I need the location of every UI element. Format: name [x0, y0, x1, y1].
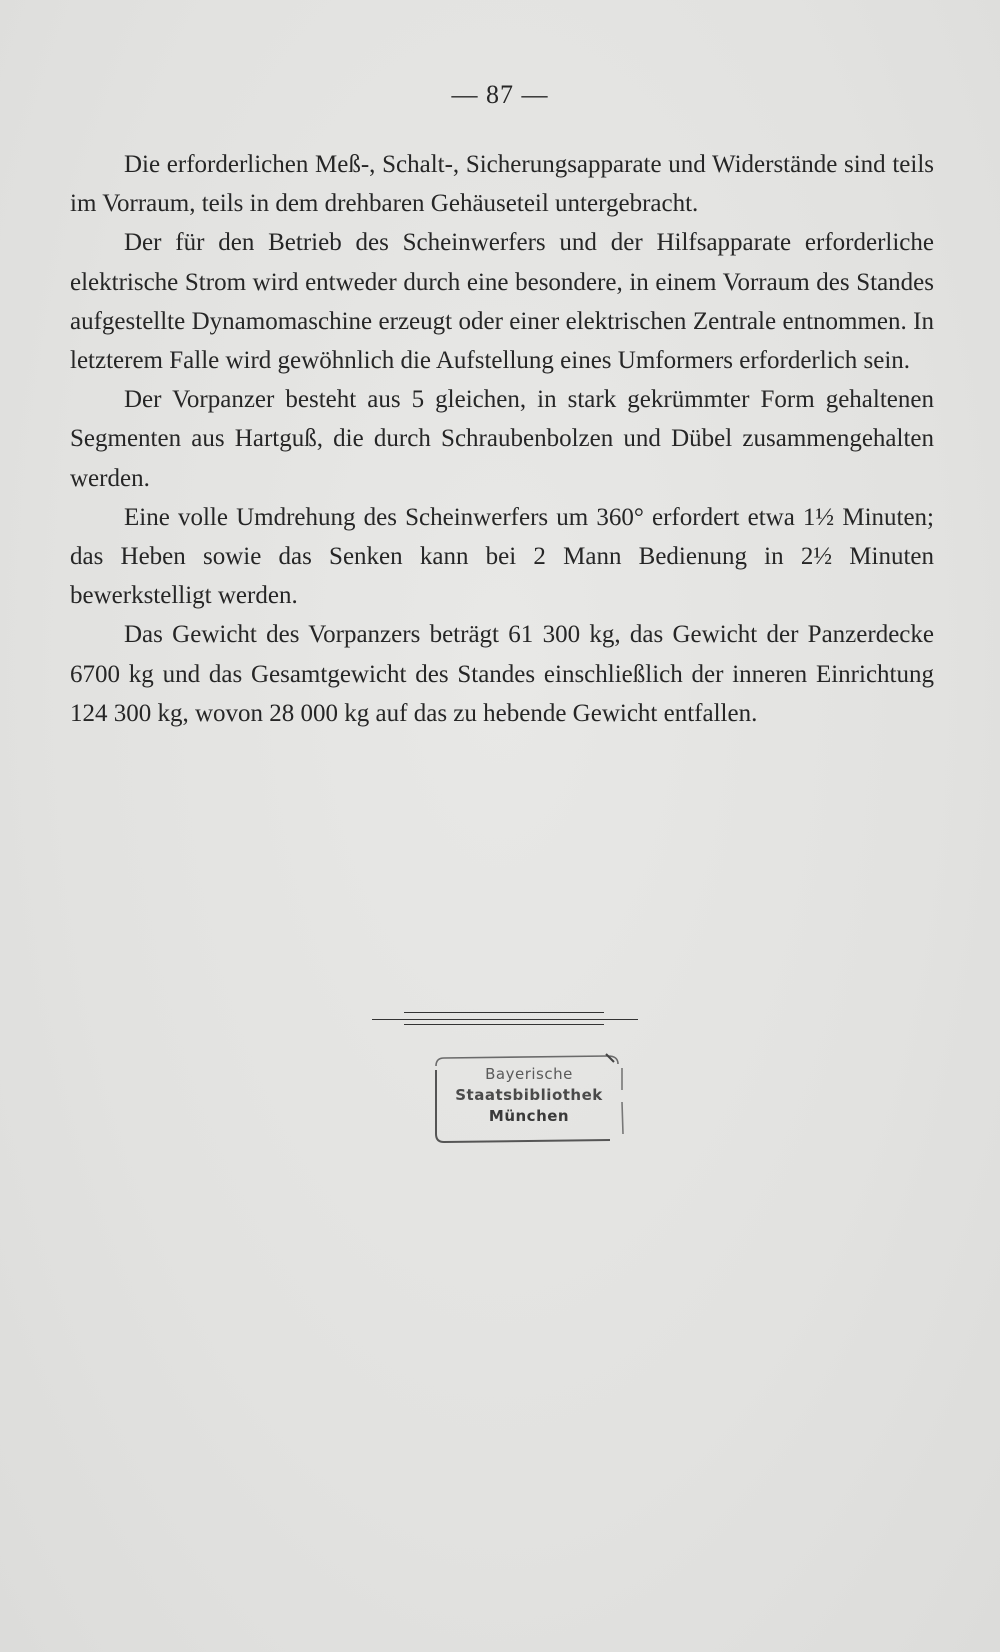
- body-text: [70, 145, 934, 733]
- paragraph: Der für den Betrieb des Scheinwerfers und der Hilfsapparate erforderliche elektrische Strom wird entweder durch eine besondere, in einem Vorraum des Standes aufgestellte Dynamomaschine erzeugt oder einer elektrischen Zentrale entnommen. In letzterem Falle wird gewöhnlich die Aufstellung eines Umformers erforderlich sein.: [70, 229, 934, 375]
- stamp-text: Staatsbibliothek: [455, 1086, 603, 1104]
- stamp-text: München: [488, 1107, 570, 1125]
- rule-line: [404, 1024, 604, 1025]
- rule-line: [404, 1012, 604, 1013]
- page-number: — 87 —: [451, 80, 549, 109]
- paragraph: Eine volle Umdrehung des Scheinwerfers um 360° erfordert etwa 1½ Minuten; das Heben sowie das Senken kann bei 2 Mann Bedienung in 2½ Minuten bewerkstelligt werden.: [70, 503, 934, 610]
- rule-line: [372, 1019, 638, 1020]
- paragraph: Das Gewicht des Vorpanzers beträgt 61 300 kg, das Gewicht der Panzerdecke 6700 kg und das Gesamtgewicht des Standes einschließlich der inneren Einrichtung 124 300 kg, wovon 28 000 kg auf das zu hebende Gewicht entfallen.: [70, 621, 934, 727]
- stamp-text: Bayerische: [485, 1065, 573, 1083]
- paragraph: Der Vorpanzer besteht aus 5 gleichen, in stark gekrümmter Form gehaltenen Segmenten aus Hartguß, die durch Schraubenbolzen und Dübel zusammengehalten werden.: [70, 386, 934, 492]
- paragraph: Die erforderlichen Meß-, Schalt-, Sicherungsapparate und Widerstände sind teils im Vorraum, teils in dem drehbaren Gehäuseteil untergebracht.: [70, 151, 934, 218]
- library-stamp: [432, 1052, 626, 1146]
- end-rule-ornament: [372, 1012, 638, 1026]
